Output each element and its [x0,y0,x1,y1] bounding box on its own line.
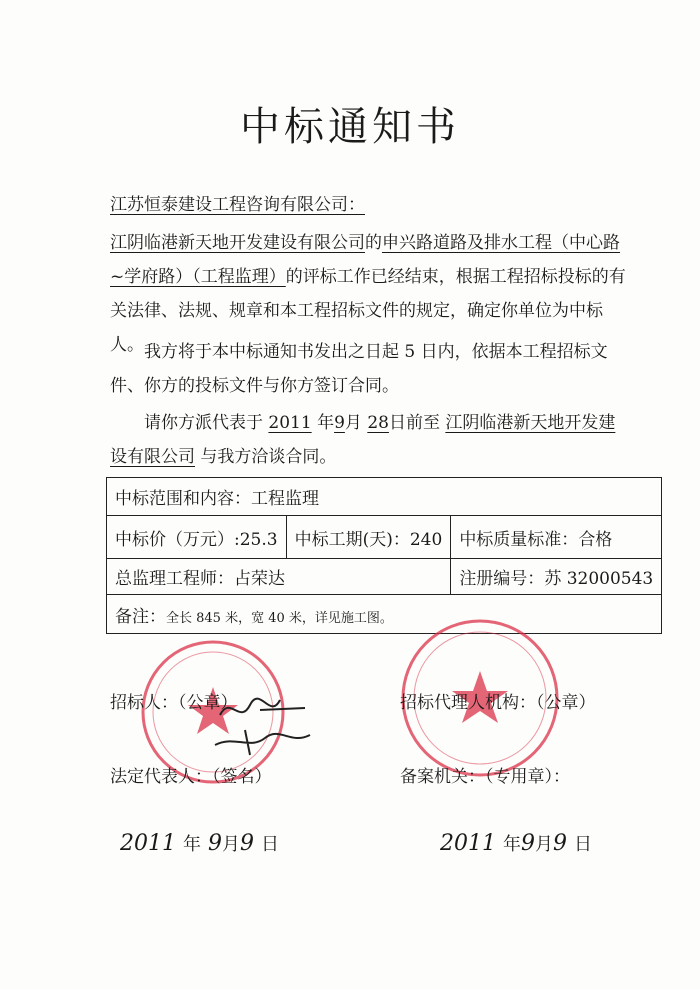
right-date-month-char: 月 [535,834,553,855]
left-date-day: 9 [240,831,254,856]
tenderer-company: 江阴临港新天地开发建设有限公司 [110,233,365,253]
price-label: 中标价（万元）: [115,529,240,550]
price-cell [107,516,287,559]
left-date [120,830,279,856]
award-info-table [106,477,662,634]
period-value: 240 [409,529,443,550]
filing-authority-label: 备案机关：（专用章）： [400,767,570,787]
note-value: 全长 845 米，宽 40 米，详见施工图。 [166,610,393,626]
addressee-name: 江苏恒泰建设工程咨询有限公司： [110,195,365,215]
engineer-value: 占荣达 [234,569,285,589]
scope-cell [107,478,662,516]
quality-label: 中标质量标准： [459,529,579,550]
period-cell [286,516,451,559]
left-date-month-char: 月 [222,834,240,855]
left-date-month: 9 [208,831,222,856]
period-label: 中标工期(天)： [294,529,410,550]
agency-stamp-label: 招标代理人机构：（公章） [400,693,596,713]
meeting-place: 江阴临港新天地开发建设有限公司 [110,413,616,467]
quality-cell [451,516,662,559]
meeting-year-unit: 年 [317,413,335,433]
registration-label: 注册编号： [459,569,545,589]
paragraph-meeting [110,406,630,474]
quality-value: 合格 [578,529,613,550]
right-date-year-char: 年 [503,834,521,855]
engineer-cell [107,559,451,595]
meeting-day-unit: 日前至 [388,413,440,433]
registration-value: 苏 32000543 [544,569,654,589]
meeting-day: 28 [367,413,389,433]
engineer-label: 总监理工程师： [115,569,234,589]
registration-cell [451,559,662,595]
award-text: 的评标工作已经结束，根据工程招标投标的有关法律、法规、规章和本工程招标文件的规定，确定你单位为中标人。 [110,267,626,355]
left-date-year-char: 年 [183,834,201,855]
legal-rep-label: 法定代表人：（签名） [110,767,272,787]
scope-label: 中标范围和内容： [115,489,251,509]
right-date-month: 9 [521,831,535,856]
scope-value: 工程监理 [251,489,319,509]
meeting-month: 9 [334,413,345,433]
right-date-day: 9 [553,831,567,856]
right-date [440,830,592,856]
meeting-prefix: 请你方派代表于 [144,413,263,433]
document-title: 中标通知书 [240,104,460,150]
left-date-year: 2011 [120,831,176,856]
left-date-day-char: 日 [261,834,279,855]
project-name: 申兴路道路及排水工程（中心路~学府路）（工程监理） [110,233,620,287]
addressee [110,188,630,222]
right-date-year: 2011 [440,831,496,856]
right-date-day-char: 日 [574,834,592,855]
paragraph-contract: 我方将于本中标通知书发出之日起 5 日内，依据本工程招标文件、你方的投标文件与你方签订合同。 [110,342,608,396]
tenderer-stamp-label: 招标人：（公章） [110,693,238,713]
meeting-month-unit: 月 [344,413,362,433]
meeting-year: 2011 [268,413,312,433]
price-value: 25.3 [239,529,278,550]
text-de: 的 [365,233,382,253]
note-cell [107,595,662,634]
note-label: 备注： [115,606,166,627]
meeting-suffix: 与我方洽谈合同。 [200,447,337,467]
